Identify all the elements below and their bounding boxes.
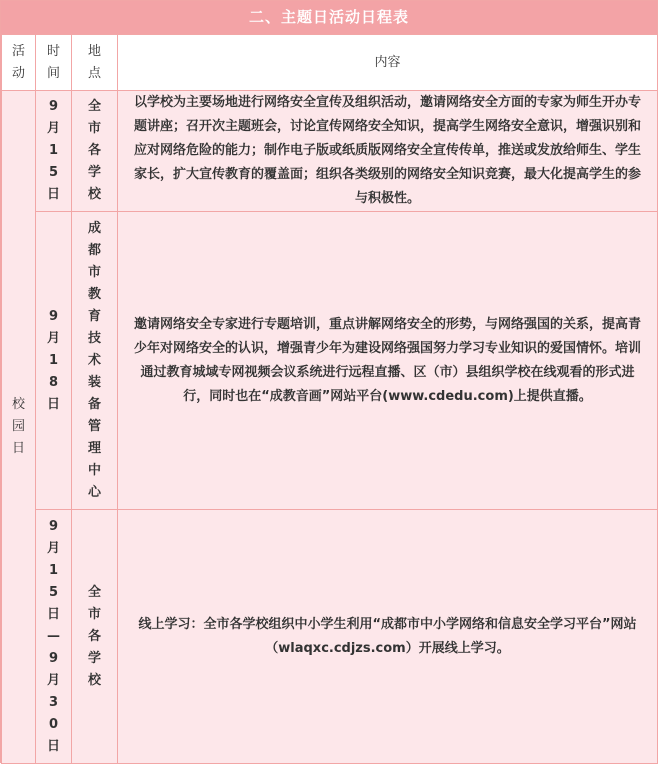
schedule-table — [1, 34, 658, 764]
content-cell — [118, 510, 658, 764]
header-activity — [2, 35, 36, 91]
header-row — [2, 35, 658, 91]
location-cell — [72, 212, 118, 510]
activity-name: 校园日 — [11, 397, 25, 456]
header-time-label: 时间 — [46, 43, 60, 81]
table-row — [2, 510, 658, 764]
row-location: 全市各学校 — [87, 584, 101, 688]
table-row — [2, 212, 658, 510]
table-title: 二、主题日活动日程表 — [1, 1, 657, 34]
location-cell — [72, 510, 118, 764]
header-location — [72, 35, 118, 91]
time-cell — [36, 510, 72, 764]
activity-cell — [2, 91, 36, 764]
row-content: 邀请网络安全专家进行专题培训，重点讲解网络安全的形势，与网络强国的关系，提高青少年对网络安全的认识，增强青少年为建设网络强国努力学习专业知识的爱国情怀。培训通过教育城域专网视频会议系统进行远程直播、区（市）县组织学校在线观看的形式进行，同时也在“成教音画”网站平台(www.cdedu.com)上提供直播。 — [133, 316, 641, 404]
header-time — [36, 35, 72, 91]
content-cell — [118, 91, 658, 212]
header-location-label: 地点 — [87, 43, 101, 81]
header-content: 内容 — [118, 35, 658, 91]
row-time: 9月15日—9月30日 — [46, 518, 60, 754]
time-cell — [36, 91, 72, 212]
row-location: 全市各学校 — [87, 99, 101, 202]
row-content: 线上学习：全市各学校组织中小学生利用“成都市中小学网络和信息安全学习平台”网站（wlaqxc.cdjzs.com）开展线上学习。 — [138, 616, 637, 656]
location-cell — [72, 91, 118, 212]
row-content: 以学校为主要场地进行网络安全宣传及组织活动，邀请网络安全方面的专家为师生开办专题讲座；召开次主题班会，讨论宣传网络安全知识，提高学生网络安全意识，增强识别和应对网络危险的能力；制作电子版或纸质版网络安全宣传传单，推送或发放给师生、学生家长，扩大宣传教育的覆盖面；组织各类级别的网络安全知识竞赛，最大化提高学生的参与积极性。 — [133, 95, 641, 206]
row-time: 9月15日 — [46, 99, 60, 202]
row-location: 成都市教育技术装备管理中心 — [87, 220, 101, 500]
header-activity-label: 活动 — [11, 43, 25, 81]
row-time: 9月18日 — [46, 308, 60, 412]
content-cell — [118, 212, 658, 510]
time-cell — [36, 212, 72, 510]
table-row — [2, 91, 658, 212]
